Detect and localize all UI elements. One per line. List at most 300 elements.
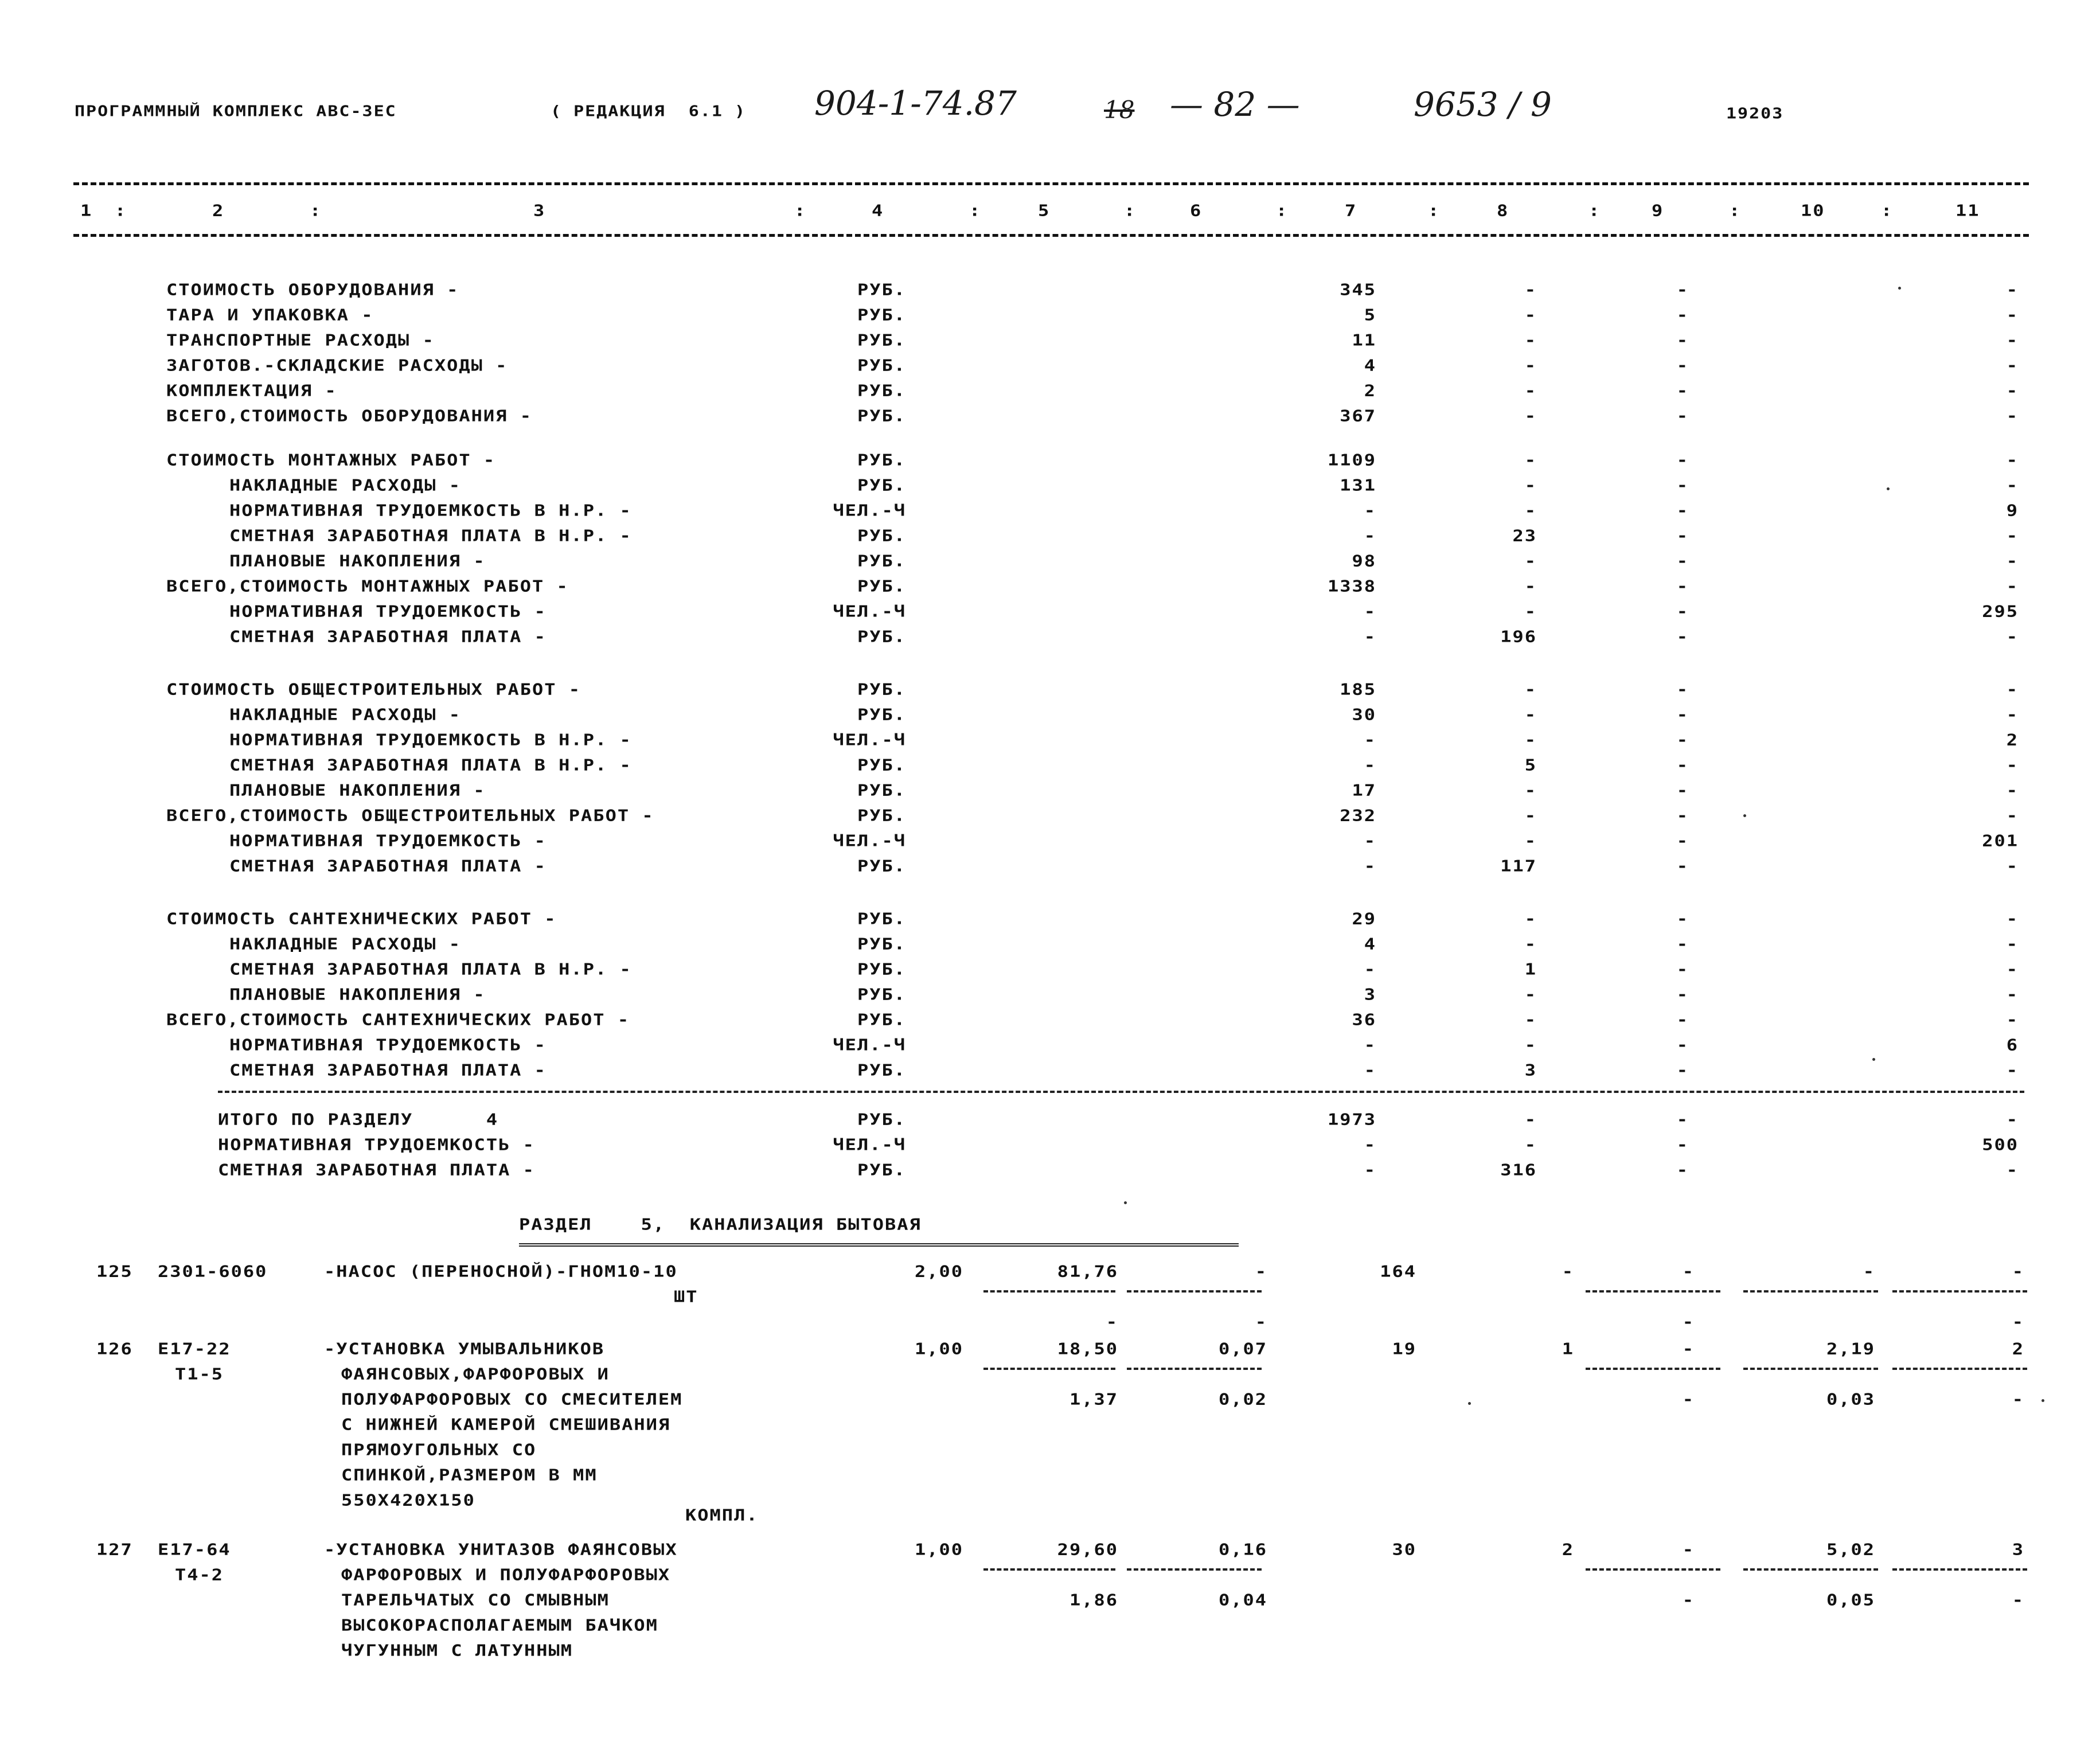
summary-row-c7: 345 xyxy=(1340,280,1376,299)
summary-row-c8: - xyxy=(1524,1010,1537,1029)
totals-row-c7: 1973 xyxy=(1327,1110,1376,1129)
item-sub-c5: 1,86 xyxy=(1069,1590,1118,1610)
item-rule xyxy=(1586,1368,1720,1370)
summary-row-label: СТОИМОСТЬ МОНТАЖНЫХ РАБОТ - xyxy=(166,450,496,470)
summary-row-c11: - xyxy=(2006,680,2019,699)
summary-row-unit: РУБ. xyxy=(857,356,906,375)
summary-row-c9: - xyxy=(1676,450,1689,470)
summary-row-c11: - xyxy=(2006,526,2019,545)
summary-row-c7: 232 xyxy=(1340,806,1376,825)
totals-row-c9: - xyxy=(1676,1160,1689,1180)
summary-row-c11: - xyxy=(2006,280,2019,299)
summary-row-c9: - xyxy=(1676,551,1689,571)
summary-row-unit: РУБ. xyxy=(857,280,906,299)
item-number: 126 xyxy=(96,1339,133,1358)
item-description-line: ПОЛУФАРФОРОВЫХ СО СМЕСИТЕЛЕМ xyxy=(341,1389,683,1409)
summary-row-unit: РУБ. xyxy=(857,551,906,571)
item-description-line: СПИНКОЙ,РАЗМЕРОМ В ММ xyxy=(341,1465,598,1485)
column-header-rule xyxy=(73,234,2029,237)
section-title: РАЗДЕЛ 5, КАНАЛИЗАЦИЯ БЫТОВАЯ xyxy=(519,1215,922,1234)
column-separator: : xyxy=(1428,201,1441,220)
item-c7: 164 xyxy=(1380,1262,1416,1281)
item-description-line: ФАРФОРОВЫХ И ПОЛУФАРФОРОВЫХ xyxy=(341,1565,671,1584)
summary-row-label: СМЕТНАЯ ЗАРАБОТНАЯ ПЛАТА - xyxy=(229,627,547,646)
summary-row-c9: - xyxy=(1676,1035,1689,1055)
item-code: Е17-22 xyxy=(158,1339,231,1358)
item-code: 2301-6060 xyxy=(158,1262,268,1281)
project-code-handwritten: 904-1-74.87 xyxy=(814,84,1017,123)
item-c8: - xyxy=(1562,1262,1574,1281)
summary-row-c9: - xyxy=(1676,406,1689,425)
item-c7: 19 xyxy=(1392,1339,1416,1358)
summary-row-c11: - xyxy=(2006,985,2019,1004)
item-sub-c9: - xyxy=(1682,1389,1695,1409)
summary-row-c9: - xyxy=(1676,909,1689,928)
summary-row-label: НОРМАТИВНАЯ ТРУДОЕМКОСТЬ В Н.Р. - xyxy=(229,501,632,520)
scan-speck xyxy=(1887,487,1890,490)
summary-row-label: СМЕТНАЯ ЗАРАБОТНАЯ ПЛАТА - xyxy=(229,1060,547,1080)
totals-row-c7: - xyxy=(1364,1160,1376,1180)
item-c9: - xyxy=(1682,1540,1695,1559)
struck-number: 18 xyxy=(1104,96,1135,124)
summary-row-c7: 4 xyxy=(1364,356,1376,375)
scan-speck xyxy=(1898,287,1901,290)
totals-row-c9: - xyxy=(1676,1135,1689,1154)
summary-row-c8: - xyxy=(1524,806,1537,825)
summary-row-c11: - xyxy=(2006,627,2019,646)
item-c5: 29,60 xyxy=(1057,1540,1118,1559)
summary-row-c9: - xyxy=(1676,1010,1689,1029)
item-c6: 0,16 xyxy=(1218,1540,1267,1559)
summary-row-c8: 5 xyxy=(1524,755,1537,775)
summary-row-c7: - xyxy=(1364,627,1376,646)
summary-row-c7: 3 xyxy=(1364,985,1376,1004)
summary-row-c7: 185 xyxy=(1340,680,1376,699)
summary-row-unit: РУБ. xyxy=(857,806,906,825)
summary-row-label: ТАРА И УПАКОВКА - xyxy=(166,305,374,325)
summary-row-c11: - xyxy=(2006,551,2019,571)
summary-row-c9: - xyxy=(1676,576,1689,596)
summary-row-c9: - xyxy=(1676,526,1689,545)
item-c7: 30 xyxy=(1392,1540,1416,1559)
item-rule xyxy=(1586,1568,1720,1571)
summary-row-c11: 2 xyxy=(2006,730,2019,749)
summary-row-c9: - xyxy=(1676,831,1689,850)
summary-row-unit: РУБ. xyxy=(857,909,906,928)
summary-row-c7: - xyxy=(1364,856,1376,876)
item-number: 127 xyxy=(96,1540,133,1559)
item-rule xyxy=(1586,1290,1720,1293)
summary-row-c7: 98 xyxy=(1352,551,1376,571)
summary-row-label: ВСЕГО,СТОИМОСТЬ МОНТАЖНЫХ РАБОТ - xyxy=(166,576,569,596)
summary-row-unit: ЧЕЛ.-Ч xyxy=(833,602,906,621)
summary-row-c9: - xyxy=(1676,381,1689,400)
item-sub-c6: 0,04 xyxy=(1218,1590,1267,1610)
summary-row-c9: - xyxy=(1676,1060,1689,1080)
item-sub-c11: - xyxy=(2012,1312,2024,1332)
summary-row-unit: РУБ. xyxy=(857,856,906,876)
column-number-9: 9 xyxy=(1652,201,1664,220)
summary-row-c11: - xyxy=(2006,576,2019,596)
column-separator: : xyxy=(969,201,982,220)
scan-speck xyxy=(1124,1201,1127,1204)
edition-label: ( РЕДАКЦИЯ 6.1 ) xyxy=(551,103,747,120)
summary-row-unit: РУБ. xyxy=(857,1010,906,1029)
item-sub-c9: - xyxy=(1682,1312,1695,1332)
summary-row-c8: - xyxy=(1524,450,1537,470)
item-rule xyxy=(1743,1568,1878,1571)
summary-row-c7: - xyxy=(1364,602,1376,621)
summary-row-c9: - xyxy=(1676,280,1689,299)
summary-row-label: СМЕТНАЯ ЗАРАБОТНАЯ ПЛАТА - xyxy=(229,856,547,876)
summary-row-c11: - xyxy=(2006,305,2019,325)
item-description-line: 550Х420Х150 xyxy=(341,1490,475,1510)
totals-row-unit: РУБ. xyxy=(857,1160,906,1180)
item-qty: 1,00 xyxy=(914,1540,963,1559)
item-code: Е17-64 xyxy=(158,1540,231,1559)
summary-row-c11: - xyxy=(2006,909,2019,928)
item-description-line: С НИЖНЕЙ КАМЕРОЙ СМЕШИВАНИЯ xyxy=(341,1415,671,1434)
totals-row-c11: 500 xyxy=(1982,1135,2019,1154)
summary-row-label: КОМПЛЕКТАЦИЯ - xyxy=(166,381,337,400)
summary-row-c7: 1109 xyxy=(1327,450,1376,470)
item-c11: 2 xyxy=(2012,1339,2024,1358)
summary-row-c11: - xyxy=(2006,406,2019,425)
summary-row-label: ВСЕГО,СТОИМОСТЬ ОБЩЕСТРОИТЕЛЬНЫХ РАБОТ - xyxy=(166,806,654,825)
item-sub-c5: - xyxy=(1106,1312,1118,1332)
summary-row-c11: - xyxy=(2006,755,2019,775)
summary-row-unit: РУБ. xyxy=(857,755,906,775)
scan-speck xyxy=(1468,1402,1471,1405)
summary-row-c9: - xyxy=(1676,959,1689,979)
summary-row-c9: - xyxy=(1676,985,1689,1004)
summary-row-c11: - xyxy=(2006,780,2019,800)
summary-row-c7: 17 xyxy=(1352,780,1376,800)
summary-row-label: ВСЕГО,СТОИМОСТЬ САНТЕХНИЧЕСКИХ РАБОТ - xyxy=(166,1010,630,1029)
item-rule xyxy=(1127,1568,1262,1571)
item-sub-c6: - xyxy=(1255,1312,1267,1332)
summary-row-unit: ЧЕЛ.-Ч xyxy=(833,831,906,850)
summary-row-unit: РУБ. xyxy=(857,934,906,954)
item-description-line: -НАСОС (ПЕРЕНОСНОЙ)-ГНОМ10-10 xyxy=(324,1262,678,1281)
summary-row-c7: - xyxy=(1364,755,1376,775)
totals-row-c8: 316 xyxy=(1500,1160,1537,1180)
summary-row-c8: - xyxy=(1524,1035,1537,1055)
totals-row-c8: - xyxy=(1524,1110,1537,1129)
summary-row-c11: 6 xyxy=(2006,1035,2019,1055)
column-separator: : xyxy=(1881,201,1894,220)
summary-row-label: СТОИМОСТЬ ОБЩЕСТРОИТЕЛЬНЫХ РАБОТ - xyxy=(166,680,581,699)
summary-row-c8: - xyxy=(1524,576,1537,596)
summary-row-c11: - xyxy=(2006,1010,2019,1029)
summary-row-c7: 2 xyxy=(1364,381,1376,400)
summary-row-unit: РУБ. xyxy=(857,780,906,800)
column-number-10: 10 xyxy=(1801,201,1825,220)
totals-row-c9: - xyxy=(1676,1110,1689,1129)
item-rule xyxy=(1892,1368,2027,1370)
summary-row-unit: РУБ. xyxy=(857,305,906,325)
summary-row-c8: - xyxy=(1524,305,1537,325)
totals-row-c8: - xyxy=(1524,1135,1537,1154)
summary-row-label: НАКЛАДНЫЕ РАСХОДЫ - xyxy=(229,705,462,724)
summary-row-unit: РУБ. xyxy=(857,526,906,545)
item-unit: КОМПЛ. xyxy=(685,1505,759,1525)
summary-row-c7: - xyxy=(1364,730,1376,749)
item-c9: - xyxy=(1682,1262,1695,1281)
summary-row-c11: - xyxy=(2006,450,2019,470)
column-number-1: 1 xyxy=(80,201,93,220)
item-description-line: ВЫСОКОРАСПОЛАГАЕМЫМ БАЧКОМ xyxy=(341,1615,658,1635)
summary-row-label: СТОИМОСТЬ ОБОРУДОВАНИЯ - xyxy=(166,280,459,299)
item-c10: - xyxy=(1863,1262,1875,1281)
summary-row-c7: 131 xyxy=(1340,475,1376,495)
summary-row-c9: - xyxy=(1676,730,1689,749)
summary-row-c8: - xyxy=(1524,406,1537,425)
summary-row-c9: - xyxy=(1676,356,1689,375)
item-c6: - xyxy=(1255,1262,1267,1281)
document-code: 19203 xyxy=(1726,105,1784,123)
summary-row-c11: 9 xyxy=(2006,501,2019,520)
item-sub-c10: 0,03 xyxy=(1826,1389,1875,1409)
item-c5: 18,50 xyxy=(1057,1339,1118,1358)
item-sub-c9: - xyxy=(1682,1590,1695,1610)
summary-row-c8: - xyxy=(1524,909,1537,928)
totals-row-unit: РУБ. xyxy=(857,1110,906,1129)
summary-row-unit: ЧЕЛ.-Ч xyxy=(833,501,906,520)
summary-row-c9: - xyxy=(1676,305,1689,325)
summary-row-c9: - xyxy=(1676,475,1689,495)
summary-row-label: СМЕТНАЯ ЗАРАБОТНАЯ ПЛАТА В Н.Р. - xyxy=(229,755,632,775)
summary-row-c8: - xyxy=(1524,381,1537,400)
totals-row-label: НОРМАТИВНАЯ ТРУДОЕМКОСТЬ - xyxy=(218,1135,535,1154)
totals-row-c11: - xyxy=(2006,1110,2019,1129)
item-c9: - xyxy=(1682,1339,1695,1358)
summary-row-c8: - xyxy=(1524,780,1537,800)
column-number-5: 5 xyxy=(1038,201,1051,220)
column-number-6: 6 xyxy=(1190,201,1203,220)
summary-row-label: НОРМАТИВНАЯ ТРУДОЕМКОСТЬ - xyxy=(229,831,547,850)
item-c10: 2,19 xyxy=(1826,1339,1875,1358)
program-name: ПРОГРАММНЫЙ КОМПЛЕКС АВС-ЗЕС xyxy=(75,103,397,120)
item-c11: - xyxy=(2012,1262,2024,1281)
column-number-2: 2 xyxy=(212,201,225,220)
item-sub-c11: - xyxy=(2012,1590,2024,1610)
item-code: Т1-5 xyxy=(175,1364,224,1384)
summary-row-c7: - xyxy=(1364,959,1376,979)
item-description-line: ФАЯНСОВЫХ,ФАРФОРОВЫХ И xyxy=(341,1364,610,1384)
summary-row-c11: - xyxy=(2006,1060,2019,1080)
summary-row-c8: 117 xyxy=(1500,856,1537,876)
summary-row-unit: РУБ. xyxy=(857,985,906,1004)
totals-row-c11: - xyxy=(2006,1160,2019,1180)
item-c10: 5,02 xyxy=(1826,1540,1875,1559)
summary-row-c8: 1 xyxy=(1524,959,1537,979)
item-description-line: -УСТАНОВКА УМЫВАЛЬНИКОВ xyxy=(324,1339,605,1358)
summary-row-c7: 36 xyxy=(1352,1010,1376,1029)
item-rule xyxy=(1892,1568,2027,1571)
summary-row-unit: РУБ. xyxy=(857,406,906,425)
column-separator: : xyxy=(1276,201,1289,220)
summary-row-c11: - xyxy=(2006,356,2019,375)
column-number-3: 3 xyxy=(533,201,546,220)
item-qty: 1,00 xyxy=(914,1339,963,1358)
item-rule xyxy=(983,1568,1115,1571)
column-number-11: 11 xyxy=(1955,201,1980,220)
summary-row-c7: 4 xyxy=(1364,934,1376,954)
summary-row-c11: - xyxy=(2006,381,2019,400)
item-rule xyxy=(1743,1368,1878,1370)
item-rule xyxy=(983,1290,1115,1293)
scan-speck xyxy=(1872,1058,1875,1061)
summary-row-c11: 201 xyxy=(1982,831,2019,850)
summary-row-label: НОРМАТИВНАЯ ТРУДОЕМКОСТЬ - xyxy=(229,1035,547,1055)
totals-row-label: СМЕТНАЯ ЗАРАБОТНАЯ ПЛАТА - xyxy=(218,1160,535,1180)
summary-row-c9: - xyxy=(1676,330,1689,350)
summary-row-c8: - xyxy=(1524,356,1537,375)
summary-row-c9: - xyxy=(1676,806,1689,825)
summary-row-c11: 295 xyxy=(1982,602,2019,621)
scan-speck xyxy=(2042,1399,2044,1402)
column-separator: : xyxy=(310,201,322,220)
column-separator: : xyxy=(1588,201,1601,220)
summary-row-unit: ЧЕЛ.-Ч xyxy=(833,730,906,749)
summary-row-c8: - xyxy=(1524,985,1537,1004)
totals-row-c7: - xyxy=(1364,1135,1376,1154)
item-rule xyxy=(1743,1290,1878,1293)
summary-row-c9: - xyxy=(1676,627,1689,646)
summary-row-c8: - xyxy=(1524,501,1537,520)
item-sub-c5: 1,37 xyxy=(1069,1389,1118,1409)
summary-row-c9: - xyxy=(1676,705,1689,724)
item-number: 125 xyxy=(96,1262,133,1281)
summary-row-c8: - xyxy=(1524,551,1537,571)
summary-row-c11: - xyxy=(2006,330,2019,350)
summary-row-c8: - xyxy=(1524,680,1537,699)
item-c8: 1 xyxy=(1562,1339,1574,1358)
column-separator: : xyxy=(115,201,127,220)
summary-row-c9: - xyxy=(1676,755,1689,775)
summary-row-label: ЗАГОТОВ.-СКЛАДСКИЕ РАСХОДЫ - xyxy=(166,356,508,375)
item-description-line: -УСТАНОВКА УНИТАЗОВ ФАЯНСОВЫХ xyxy=(324,1540,678,1559)
summary-row-c11: - xyxy=(2006,959,2019,979)
summary-row-c9: - xyxy=(1676,602,1689,621)
summary-row-unit: РУБ. xyxy=(857,705,906,724)
summary-row-c8: - xyxy=(1524,280,1537,299)
summary-row-c7: 29 xyxy=(1352,909,1376,928)
item-sub-c10: 0,05 xyxy=(1826,1590,1875,1610)
summary-row-c9: - xyxy=(1676,780,1689,800)
summary-row-label: СТОИМОСТЬ САНТЕХНИЧЕСКИХ РАБОТ - xyxy=(166,909,557,928)
page-number: — 82 — xyxy=(1170,85,1300,124)
column-number-8: 8 xyxy=(1497,201,1509,220)
summary-row-c11: - xyxy=(2006,705,2019,724)
item-c8: 2 xyxy=(1562,1540,1574,1559)
summary-row-label: НАКЛАДНЫЕ РАСХОДЫ - xyxy=(229,934,462,954)
summary-row-c8: - xyxy=(1524,934,1537,954)
summary-row-label: ТРАНСПОРТНЫЕ РАСХОДЫ - xyxy=(166,330,435,350)
item-c11: 3 xyxy=(2012,1540,2024,1559)
summary-row-unit: РУБ. xyxy=(857,381,906,400)
item-description-line: ЧУГУННЫМ С ЛАТУННЫМ xyxy=(341,1641,573,1660)
summary-row-unit: РУБ. xyxy=(857,959,906,979)
item-sub-c11: - xyxy=(2012,1389,2024,1409)
summary-row-c8: - xyxy=(1524,475,1537,495)
summary-row-c8: 3 xyxy=(1524,1060,1537,1080)
summary-row-unit: РУБ. xyxy=(857,680,906,699)
summary-row-c7: - xyxy=(1364,501,1376,520)
column-separator: : xyxy=(1729,201,1742,220)
summary-row-c7: 30 xyxy=(1352,705,1376,724)
summary-row-c7: - xyxy=(1364,526,1376,545)
summary-row-c8: - xyxy=(1524,602,1537,621)
summary-row-unit: РУБ. xyxy=(857,1060,906,1080)
summary-row-label: НАКЛАДНЫЕ РАСХОДЫ - xyxy=(229,475,462,495)
summary-row-unit: ЧЕЛ.-Ч xyxy=(833,1035,906,1055)
summary-row-c11: - xyxy=(2006,475,2019,495)
item-c6: 0,07 xyxy=(1218,1339,1267,1358)
summary-row-c7: 367 xyxy=(1340,406,1376,425)
summary-row-c8: - xyxy=(1524,330,1537,350)
totals-row-unit: ЧЕЛ.-Ч xyxy=(833,1135,906,1154)
item-description-line: ТАРЕЛЬЧАТЫХ СО СМЫВНЫМ xyxy=(341,1590,610,1610)
summary-row-label: ВСЕГО,СТОИМОСТЬ ОБОРУДОВАНИЯ - xyxy=(166,406,532,425)
summary-row-c11: - xyxy=(2006,934,2019,954)
summary-row-label: СМЕТНАЯ ЗАРАБОТНАЯ ПЛАТА В Н.Р. - xyxy=(229,526,632,545)
column-separator: : xyxy=(1124,201,1137,220)
summary-row-unit: РУБ. xyxy=(857,330,906,350)
summary-row-c7: 11 xyxy=(1352,330,1376,350)
item-sub-c6: 0,02 xyxy=(1218,1389,1267,1409)
summary-row-c9: - xyxy=(1676,934,1689,954)
summary-row-c9: - xyxy=(1676,680,1689,699)
scan-speck xyxy=(1743,814,1746,817)
summary-row-c7: 5 xyxy=(1364,305,1376,325)
item-qty: 2,00 xyxy=(914,1262,963,1281)
summary-row-unit: РУБ. xyxy=(857,450,906,470)
summary-row-label: ПЛАНОВЫЕ НАКОПЛЕНИЯ - xyxy=(229,985,486,1004)
item-code: Т4-2 xyxy=(175,1565,224,1584)
item-rule xyxy=(983,1368,1115,1370)
item-rule xyxy=(1127,1368,1262,1370)
totals-row-label: ИТОГО ПО РАЗДЕЛУ 4 xyxy=(218,1110,499,1129)
summary-row-c7: - xyxy=(1364,1060,1376,1080)
summary-row-c7: 1338 xyxy=(1327,576,1376,596)
totals-rule xyxy=(218,1091,2024,1093)
summary-row-c8: - xyxy=(1524,831,1537,850)
section-title-underline xyxy=(519,1243,1239,1247)
column-number-7: 7 xyxy=(1345,201,1357,220)
item-unit: ШТ xyxy=(674,1287,698,1306)
summary-row-c11: - xyxy=(2006,806,2019,825)
summary-row-unit: РУБ. xyxy=(857,475,906,495)
column-number-4: 4 xyxy=(872,201,884,220)
item-rule xyxy=(1127,1290,1262,1293)
summary-row-c8: 196 xyxy=(1500,627,1537,646)
summary-row-label: ПЛАНОВЫЕ НАКОПЛЕНИЯ - xyxy=(229,780,486,800)
summary-row-c8: 23 xyxy=(1512,526,1537,545)
summary-row-unit: РУБ. xyxy=(857,576,906,596)
item-rule xyxy=(1892,1290,2027,1293)
summary-row-c9: - xyxy=(1676,501,1689,520)
summary-row-label: СМЕТНАЯ ЗАРАБОТНАЯ ПЛАТА В Н.Р. - xyxy=(229,959,632,979)
summary-row-label: ПЛАНОВЫЕ НАКОПЛЕНИЯ - xyxy=(229,551,486,571)
summary-row-label: НОРМАТИВНАЯ ТРУДОЕМКОСТЬ - xyxy=(229,602,547,621)
summary-row-c8: - xyxy=(1524,730,1537,749)
summary-row-unit: РУБ. xyxy=(857,627,906,646)
summary-row-c9: - xyxy=(1676,856,1689,876)
document-number: 9653 / 9 xyxy=(1414,85,1552,124)
column-separator: : xyxy=(794,201,807,220)
